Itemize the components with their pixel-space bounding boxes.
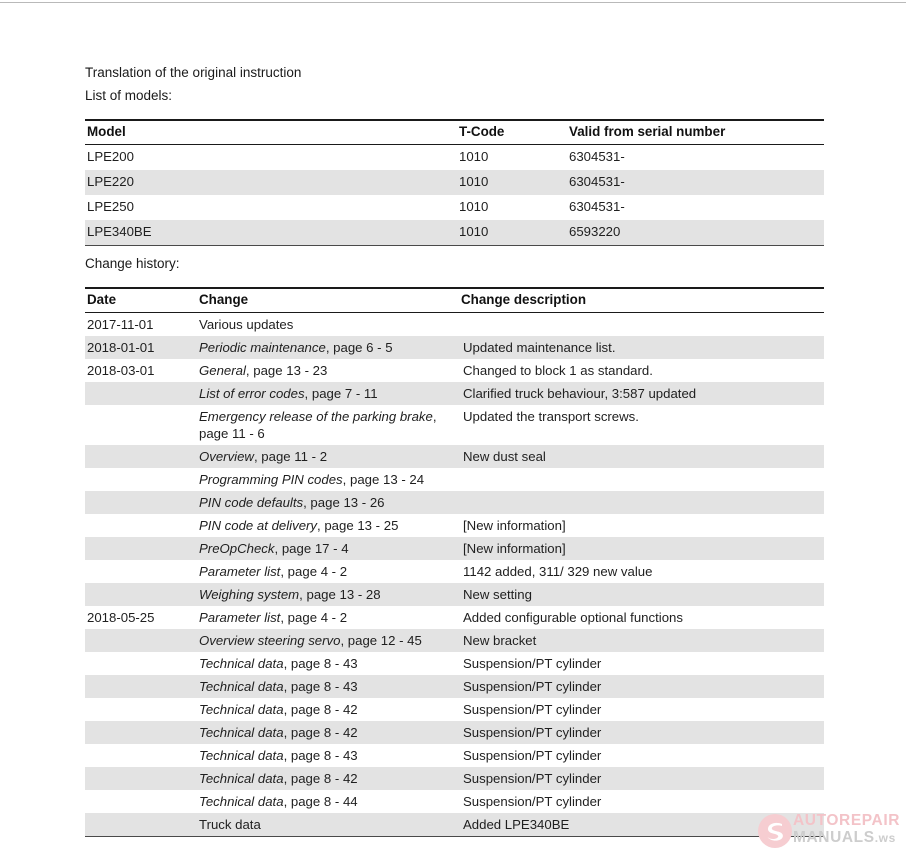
history-change [197, 382, 459, 405]
history-date [85, 790, 197, 813]
history-change-page: , page 8 - 42 [283, 725, 358, 740]
history-description [459, 491, 824, 514]
history-change-reference: PIN code at delivery [199, 518, 318, 533]
history-change [197, 445, 459, 468]
history-date [85, 405, 197, 445]
table-row [85, 790, 824, 813]
history-description: 1142 added, 311/ 329 new value [463, 564, 653, 579]
history-date [85, 744, 197, 767]
history-change [197, 336, 459, 359]
table-row [85, 721, 824, 744]
history-description: Suspension/PT cylinder [459, 675, 824, 698]
models-table [85, 119, 824, 246]
history-change-reference: Parameter list [199, 610, 281, 625]
history-change-reference: PIN code defaults [199, 495, 304, 510]
history-description: [New information] [463, 518, 566, 533]
history-change-page: , page 8 - 42 [283, 702, 358, 717]
history-date [85, 813, 197, 837]
history-change [197, 652, 459, 675]
table-row [85, 220, 824, 246]
history-change-page: , page 8 - 42 [283, 771, 358, 786]
history-change-reference: General [199, 363, 246, 378]
table-row [85, 537, 824, 560]
table-row [85, 145, 824, 171]
model-tcode: 1010 [457, 170, 567, 195]
change-history-body [85, 313, 824, 837]
history-change [197, 606, 459, 629]
history-change-page: , page 4 - 2 [280, 564, 348, 579]
history-change [197, 698, 459, 721]
watermark-text [793, 812, 905, 847]
history-change-page: , page 13 - 28 [299, 587, 381, 602]
history-description: Suspension/PT cylinder [463, 656, 602, 671]
history-change-page: Truck data [199, 817, 261, 832]
history-change [197, 790, 459, 813]
history-change-page: , page 13 - 23 [245, 363, 328, 378]
autorepair-logo-icon [757, 813, 793, 849]
history-date [85, 382, 197, 405]
history-header-date: Date [85, 288, 197, 313]
history-change [197, 468, 459, 491]
table-row [85, 813, 824, 837]
history-date [85, 721, 197, 744]
models-header-tcode: T-Code [457, 120, 567, 145]
history-change [197, 629, 459, 652]
history-description: Suspension/PT cylinder [463, 748, 602, 763]
models-header-serial: Valid from serial number [567, 120, 824, 145]
model-name: LPE250 [87, 199, 134, 214]
table-row [85, 491, 824, 514]
table-row [85, 336, 824, 359]
watermark-line-autorepair: AUTOREPAIR [793, 812, 901, 829]
history-change [197, 359, 459, 382]
table-row [85, 405, 824, 445]
history-change [197, 491, 459, 514]
history-change-reference: Technical data [199, 794, 284, 809]
history-change-page: , page 4 - 2 [280, 610, 348, 625]
history-date: 2018-03-01 [87, 363, 155, 378]
history-change-reference: Technical data [199, 702, 284, 717]
history-description: Clarified truck behaviour, 3:587 updated [459, 382, 824, 405]
history-description: Changed to block 1 as standard. [463, 363, 653, 378]
table-row [85, 195, 824, 220]
table-row [85, 583, 824, 606]
history-description: Added LPE340BE [459, 813, 824, 837]
table-row [85, 445, 824, 468]
history-change-page: Various updates [199, 317, 294, 332]
history-change-page: , page 8 - 43 [283, 679, 358, 694]
page-top-rule [0, 2, 906, 3]
history-change [197, 721, 459, 744]
history-date [85, 698, 197, 721]
history-change-reference: Overview [199, 449, 254, 464]
table-row [85, 629, 824, 652]
history-description: Updated maintenance list. [459, 336, 824, 359]
history-change [197, 405, 459, 445]
table-row [85, 514, 824, 537]
history-change-page: , page 13 - 25 [317, 518, 399, 533]
history-description: Suspension/PT cylinder [459, 767, 824, 790]
models-table-body [85, 145, 824, 246]
history-date: 2017-11-01 [87, 317, 154, 332]
history-change-reference: Periodic maintenance [199, 340, 326, 355]
history-change-reference: PreOpCheck [199, 541, 275, 556]
models-table-header-row [85, 120, 824, 145]
history-change [197, 313, 459, 337]
history-date [85, 560, 197, 583]
history-change-page: , page 8 - 43 [283, 656, 358, 671]
history-description: New dust seal [459, 445, 824, 468]
model-serial: 6304531- [569, 199, 625, 214]
history-description: New setting [459, 583, 824, 606]
history-date [85, 537, 197, 560]
table-row [85, 744, 824, 767]
history-change [197, 675, 459, 698]
history-date: 2018-01-01 [85, 336, 197, 359]
history-change-page: , page 6 - 5 [325, 340, 393, 355]
history-change-reference: Overview steering servo [199, 633, 341, 648]
history-change-page: , page 13 - 26 [303, 495, 385, 510]
table-row [85, 560, 824, 583]
history-date [85, 514, 197, 537]
change-history-label: Change history: [85, 256, 180, 271]
history-change [197, 813, 459, 837]
history-change-reference: List of error codes [199, 386, 305, 401]
history-change-page: , page 13 - 24 [342, 472, 425, 487]
history-description: Suspension/PT cylinder [463, 702, 602, 717]
table-row [85, 675, 824, 698]
model-serial: 6304531- [569, 149, 625, 164]
model-tcode: 1010 [459, 149, 489, 164]
model-name: LPE220 [85, 170, 457, 195]
watermark-manuals-text: MANUALS [793, 829, 875, 846]
history-change-page: , page 11 - 6 [199, 409, 437, 441]
intro-line-list-of-models: List of models: [85, 88, 173, 103]
history-change-page: , page 11 - 2 [253, 449, 328, 464]
history-change-reference: Technical data [199, 679, 284, 694]
table-row [85, 313, 824, 337]
history-date [85, 583, 197, 606]
watermark-line-manuals [793, 829, 905, 847]
model-serial: 6304531- [567, 170, 824, 195]
history-date [85, 491, 197, 514]
models-header-model: Model [85, 120, 457, 145]
table-row [85, 698, 824, 721]
history-change-reference: Parameter list [199, 564, 281, 579]
history-change [197, 560, 459, 583]
history-date [85, 445, 197, 468]
history-header-change: Change [197, 288, 459, 313]
model-tcode: 1010 [459, 199, 489, 214]
history-change-reference: Technical data [199, 725, 284, 740]
change-history-table [85, 287, 824, 837]
history-table-header-row [85, 288, 824, 313]
history-date [85, 629, 197, 652]
intro-line-translation: Translation of the original instruction [85, 65, 302, 80]
history-description: [New information] [459, 537, 824, 560]
table-row [85, 606, 824, 629]
model-name: LPE200 [87, 149, 134, 164]
model-name: LPE340BE [85, 220, 457, 246]
history-change-page: , page 7 - 11 [304, 386, 378, 401]
history-change-page: , page 17 - 4 [274, 541, 349, 556]
history-change-reference: Programming PIN codes [199, 472, 343, 487]
document-body [85, 62, 825, 837]
history-header-description: Change description [459, 288, 824, 313]
table-row [85, 170, 824, 195]
history-change [197, 583, 459, 606]
history-description: Suspension/PT cylinder [463, 794, 602, 809]
table-row [85, 359, 824, 382]
history-change-reference: Technical data [199, 656, 284, 671]
history-change [197, 767, 459, 790]
history-change-reference: Emergency release of the parking brake [199, 409, 433, 424]
history-description [459, 468, 824, 491]
history-description: Updated the transport screws. [463, 409, 639, 424]
table-row [85, 468, 824, 491]
table-row [85, 652, 824, 675]
history-date [85, 767, 197, 790]
history-date: 2018-05-25 [87, 610, 155, 625]
history-change-reference: Weighing system [199, 587, 300, 602]
history-description: Added configurable optional functions [463, 610, 683, 625]
history-description [459, 313, 824, 337]
model-serial: 6593220 [567, 220, 824, 246]
spacer [85, 246, 825, 253]
history-description: Suspension/PT cylinder [459, 721, 824, 744]
table-row [85, 382, 824, 405]
model-tcode: 1010 [457, 220, 567, 246]
history-change [197, 537, 459, 560]
watermark-domain-suffix: .ws [874, 831, 896, 845]
history-date [85, 468, 197, 491]
history-change-page: , page 12 - 45 [340, 633, 422, 648]
history-description: New bracket [459, 629, 824, 652]
history-date [85, 652, 197, 675]
history-change-page: , page 8 - 43 [283, 748, 358, 763]
table-row [85, 767, 824, 790]
history-change-page: , page 8 - 44 [283, 794, 358, 809]
history-date [85, 675, 197, 698]
watermark [757, 810, 903, 854]
history-change-reference: Technical data [199, 748, 284, 763]
history-change [197, 514, 459, 537]
history-change-reference: Technical data [199, 771, 284, 786]
history-change [197, 744, 459, 767]
